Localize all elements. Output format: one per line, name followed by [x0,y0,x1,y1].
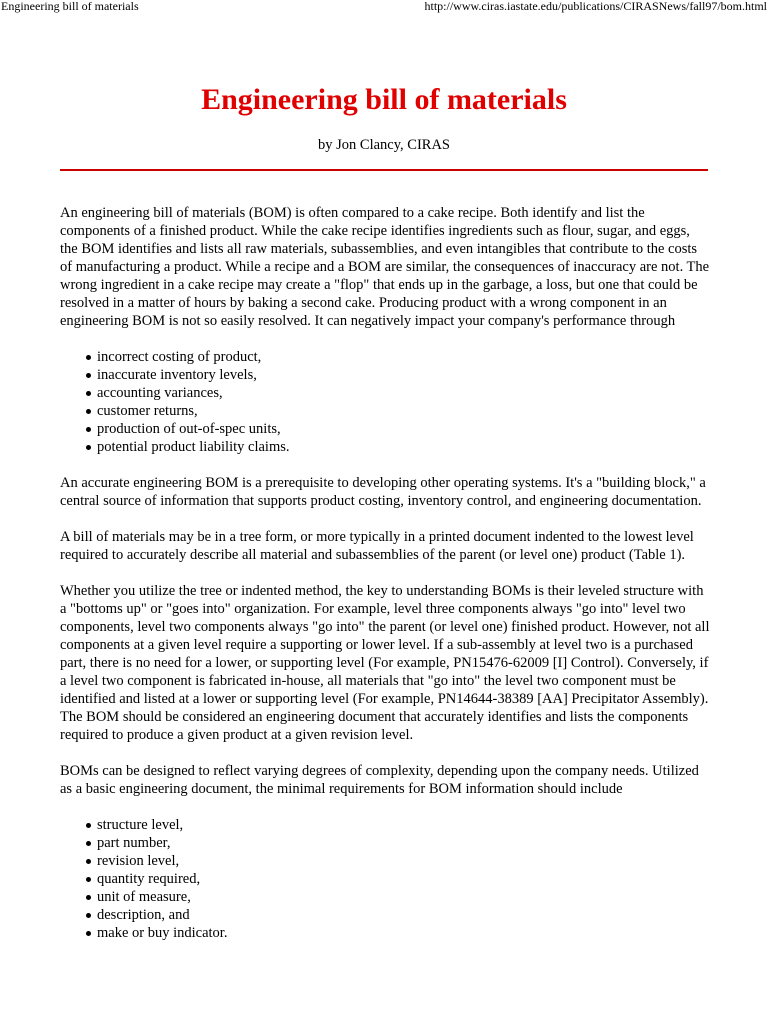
title-divider [60,169,708,171]
list-item: make or buy indicator. [97,924,710,942]
list-item: structure level, [97,816,710,834]
byline: by Jon Clancy, CIRAS [318,137,450,153]
list-item: incorrect costing of product, [97,348,710,366]
article-body [60,204,710,960]
list-item: description, and [97,906,710,924]
paragraph-leveled-structure: Whether you utilize the tree or indented method, the key to understanding BOMs is their leveled structure with a "bottoms up" or "goes into" organization. For example, level three components always "go into" level two components, level two components always "go into" the parent (or level one) finished product. However, not all components at a given level require a supporting or lower level. If a sub-assembly at level two is a purchased part, there is no need for a lower, or supporting level (For example, PN15476-62009 [I] Control). Conversely, if a level two component is fabricated in-house, all materials that "go into" the level two component must be identified and listed at a lower or supporting level (For example, PN14644-38389 [AA] Precipitator Assembly). The BOM should be considered an engineering document that accurately identifies and lists the components required to produce a given product at a given revision level. [60,583,710,743]
list-item: potential product liability claims. [97,438,710,456]
paragraph-intro: An engineering bill of materials (BOM) is often compared to a cake recipe. Both identify and list the components of a finished product. While the cake recipe identifies ingredients such as flour, sugar, and eggs, the BOM identifies and lists all raw materials, subassemblies, and even intangibles that contribute to the costs of manufacturing a product. While a recipe and a BOM are similar, the consequences of inaccuracy are not. The wrong ingredient in a cake recipe may create a "flop" that ends up in the garbage, a loss, but one that could be resolved in a matter of hours by baking a second cake. Producing product with a wrong component in an engineering BOM is not so easily resolved. It can negatively impact your company's performance through [60,205,710,329]
list-item: part number, [97,834,710,852]
print-header-url: http://www.ciras.iastate.edu/publications/CIRASNews/fall97/bom.html [424,0,767,13]
requirements-list [60,816,710,942]
list-item: production of out-of-spec units, [97,420,710,438]
list-item: revision level, [97,852,710,870]
print-header-title: Engineering bill of materials [1,0,139,13]
paragraph-prerequisite: An accurate engineering BOM is a prerequisite to developing other operating systems. It's a "building block," a central source of information that supports product costing, inventory control, and engineering documentation. [60,475,706,509]
paragraph-tree-form: A bill of materials may be in a tree form, or more typically in a printed document indented to the lowest level required to accurately describe all material and subassemblies of the parent (or level one) product (Table 1). [60,529,694,563]
impact-list [60,348,710,456]
list-item: quantity required, [97,870,710,888]
list-item: customer returns, [97,402,710,420]
list-item: inaccurate inventory levels, [97,366,710,384]
list-item: unit of measure, [97,888,710,906]
list-item: accounting variances, [97,384,710,402]
paragraph-complexity: BOMs can be designed to reflect varying degrees of complexity, depending upon the company needs. Utilized as a basic engineering document, the minimal requirements for BOM information should include [60,763,699,797]
print-header [0,0,768,14]
page-title: Engineering bill of materials [201,83,567,116]
